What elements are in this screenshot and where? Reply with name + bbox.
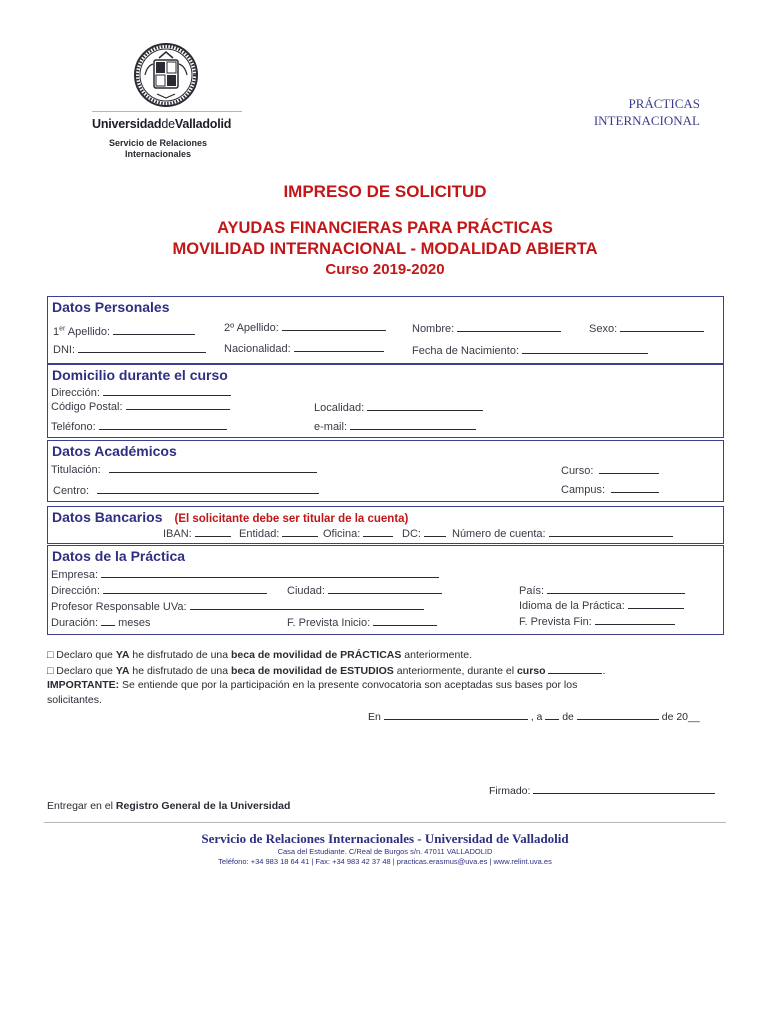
section-academic-data <box>47 440 724 502</box>
section-bank-data <box>47 506 724 544</box>
section-address <box>47 364 724 438</box>
direccion-practica-field[interactable]: Dirección: <box>51 584 267 597</box>
telefono-field[interactable]: Teléfono: <box>51 420 227 433</box>
ciudad-field[interactable]: Ciudad: <box>287 584 442 597</box>
codigo-postal-field[interactable]: Código Postal: <box>51 400 230 413</box>
mobility-title: MOVILIDAD INTERNACIONAL - MODALIDAD ABIERTA <box>172 240 598 258</box>
section-title: Datos Académicos <box>52 443 177 459</box>
duracion-field[interactable]: Duración: meses <box>51 617 151 629</box>
course-title: Curso 2019-2020 <box>325 261 445 278</box>
university-name: UniversidaddeValladolid <box>92 117 232 131</box>
university-seal-logo <box>133 42 199 108</box>
sexo-field[interactable]: Sexo: <box>589 322 704 335</box>
titulacion-field[interactable]: Titulación: <box>51 463 317 476</box>
nacionalidad-field[interactable]: Nacionalidad: <box>224 342 384 355</box>
footer-address: Casa del Estudiante. C/Real de Burgos s/n. 47011 VALLADOLID <box>277 847 493 856</box>
entidad-field[interactable]: Entidad: <box>239 527 318 540</box>
dc-field[interactable]: DC: <box>402 527 446 540</box>
declaration-practicas[interactable]: □ Declaro que YA he disfrutado de una beca de movilidad de PRÁCTICAS anteriormente. <box>47 649 473 661</box>
aid-title: AYUDAS FINANCIERAS PARA PRÁCTICAS <box>217 219 553 237</box>
practicas-label: PRÁCTICAS INTERNACIONAL <box>593 96 700 128</box>
dni-field[interactable]: DNI: <box>53 343 206 356</box>
fecha-fin-field[interactable]: F. Prevista Fin: <box>519 615 675 628</box>
logo-divider <box>92 111 242 112</box>
footer-title: Servicio de Relaciones Internacionales - Universidad de Valladolid <box>201 831 569 846</box>
nombre-field[interactable]: Nombre: <box>412 322 561 335</box>
section-internship-data <box>47 545 724 635</box>
declaration-estudios[interactable]: □ Declaro que YA he disfrutado de una beca de movilidad de ESTUDIOS anteriormente, durante el curso . <box>47 665 606 677</box>
campus-field[interactable]: Campus: <box>561 483 659 496</box>
iban-field[interactable]: IBAN: <box>163 527 231 540</box>
checkbox-icon[interactable]: □ <box>47 665 54 677</box>
important-note: IMPORTANTE: Se entiende que por la participación en la presente convocatoria son aceptadas sus bases por los <box>47 679 578 691</box>
fecha-nacimiento-field[interactable]: Fecha de Nacimiento: <box>412 344 648 357</box>
profesor-field[interactable]: Profesor Responsable UVa: <box>51 600 424 613</box>
oficina-field[interactable]: Oficina: <box>323 527 393 540</box>
important-note-cont: solicitantes. <box>47 694 102 706</box>
apellido2-field[interactable]: 2º Apellido: <box>224 321 386 334</box>
footer-divider <box>44 822 726 823</box>
footer-contact: Teléfono: +34 983 18 64 41 | Fax: +34 983 42 37 48 | practicas.erasmus@uva.es | www.relint.uva.es <box>218 857 552 866</box>
curso-field[interactable]: Curso: <box>561 464 659 477</box>
section-title: Domicilio durante el curso <box>52 367 228 383</box>
delivery-note: Entregar en el Registro General de la Universidad <box>47 800 291 812</box>
idioma-field[interactable]: Idioma de la Práctica: <box>519 599 684 612</box>
form-title: IMPRESO DE SOLICITUD <box>283 182 487 201</box>
service-name: Servicio de Relaciones Internacionales <box>108 138 208 159</box>
apellido1-field[interactable]: 1er Apellido: <box>53 325 195 338</box>
empresa-field[interactable]: Empresa: <box>51 568 439 581</box>
section-title: Datos Bancarios (El solicitante debe ser titular de la cuenta) <box>52 509 409 525</box>
checkbox-icon[interactable]: □ <box>47 649 54 661</box>
centro-field[interactable]: Centro: <box>53 484 319 497</box>
pais-field[interactable]: País: <box>519 584 685 597</box>
section-title: Datos de la Práctica <box>52 548 186 564</box>
direccion-field[interactable]: Dirección: <box>51 386 231 399</box>
localidad-field[interactable]: Localidad: <box>314 401 483 414</box>
signature-field[interactable]: Firmado: <box>489 784 715 797</box>
numero-cuenta-field[interactable]: Número de cuenta: <box>452 527 673 540</box>
section-title: Datos Personales <box>52 299 170 315</box>
section-personal-data <box>47 296 724 364</box>
place-date-line[interactable]: En , a de de 20__ <box>368 711 700 723</box>
email-field[interactable]: e-mail: <box>314 420 476 433</box>
fecha-inicio-field[interactable]: F. Prevista Inicio: <box>287 616 437 629</box>
